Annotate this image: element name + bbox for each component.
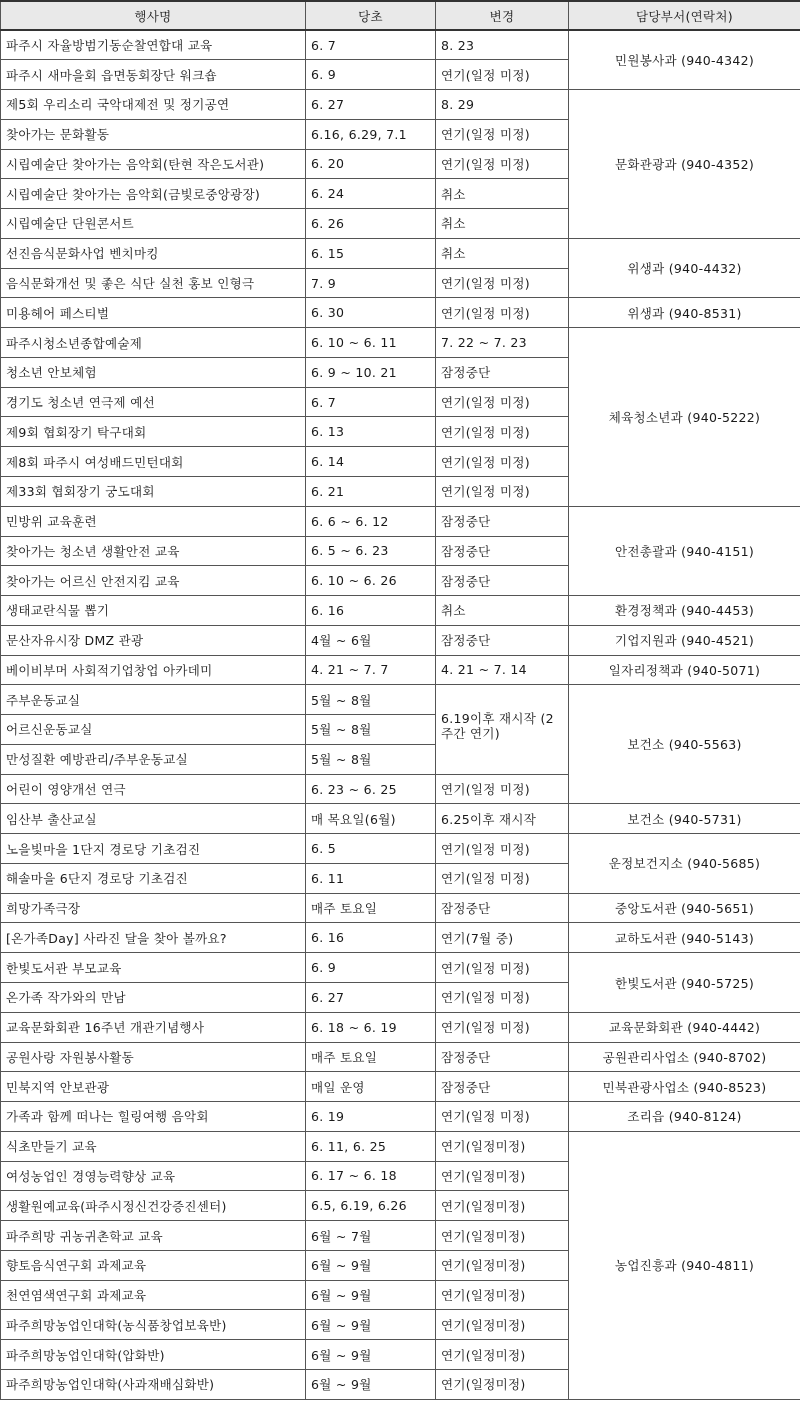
event-name-cell: 찾아가는 문화활동 <box>1 119 306 149</box>
changed-date-cell: 연기(일정 미정) <box>436 119 569 149</box>
original-date-cell: 6. 21 <box>306 476 436 506</box>
department-contact-cell: 한빛도서관 (940-5725) <box>569 953 800 1013</box>
event-name-cell: [온가족Day] 사라진 달을 찾아 볼까요? <box>1 923 306 953</box>
changed-date-cell: 연기(일정 미정) <box>436 149 569 179</box>
table-row <box>1 238 800 268</box>
original-date-cell: 6. 27 <box>306 983 436 1013</box>
changed-date-cell: 취소 <box>436 209 569 239</box>
event-name-cell: 파주희망농업인대학(압화반) <box>1 1340 306 1370</box>
event-name-cell: 공원사랑 자원봉사활동 <box>1 1042 306 1072</box>
event-name-cell: 시립예술단 단원콘서트 <box>1 209 306 239</box>
changed-date-cell: 연기(일정 미정) <box>436 834 569 864</box>
department-contact-cell: 공원관리사업소 (940-8702) <box>569 1042 800 1072</box>
original-date-cell: 6. 20 <box>306 149 436 179</box>
original-date-cell: 6. 17 ~ 6. 18 <box>306 1161 436 1191</box>
event-name-cell: 제9회 협회장기 탁구대회 <box>1 417 306 447</box>
original-date-cell: 6. 5 ~ 6. 23 <box>306 536 436 566</box>
changed-date-cell: 연기(일정미정) <box>436 1191 569 1221</box>
table-row <box>1 298 800 328</box>
event-name-cell: 해솔마을 6단지 경로당 기초검진 <box>1 863 306 893</box>
changed-date-cell: 연기(일정 미정) <box>436 863 569 893</box>
event-name-cell: 민방위 교육훈련 <box>1 506 306 536</box>
event-name-cell: 찾아가는 어르신 안전지킴 교육 <box>1 566 306 596</box>
event-name-cell: 파주시 자율방범기동순찰연합대 교육 <box>1 30 306 60</box>
event-name-cell: 선진음식문화사업 벤치마킹 <box>1 238 306 268</box>
original-date-cell: 6월 ~ 9월 <box>306 1250 436 1280</box>
event-name-cell: 생태교란식물 뽑기 <box>1 596 306 626</box>
department-contact-cell: 문화관광과 (940-4352) <box>569 90 800 239</box>
original-date-cell: 6. 26 <box>306 209 436 239</box>
header-row <box>1 1 800 30</box>
table-row <box>1 1012 800 1042</box>
changed-date-cell: 연기(일정 미정) <box>436 1102 569 1132</box>
department-contact-cell: 환경정책과 (940-4453) <box>569 596 800 626</box>
original-date-cell: 6월 ~ 9월 <box>306 1280 436 1310</box>
event-name-cell: 임산부 출산교실 <box>1 804 306 834</box>
original-date-cell: 6. 14 <box>306 447 436 477</box>
original-date-cell: 6. 10 ~ 6. 11 <box>306 328 436 358</box>
original-date-cell: 5월 ~ 8월 <box>306 685 436 715</box>
changed-date-cell: 연기(일정 미정) <box>436 60 569 90</box>
original-date-cell: 6월 ~ 9월 <box>306 1369 436 1399</box>
event-name-cell: 시립예술단 찾아가는 음악회(금빛로중앙광장) <box>1 179 306 209</box>
original-date-cell: 매주 토요일 <box>306 1042 436 1072</box>
changed-date-cell: 연기(일정미정) <box>436 1131 569 1161</box>
changed-date-cell: 잠정중단 <box>436 506 569 536</box>
original-date-cell: 6. 23 ~ 6. 25 <box>306 774 436 804</box>
department-contact-cell: 민북관광사업소 (940-8523) <box>569 1072 800 1102</box>
event-name-cell: 어르신운동교실 <box>1 715 306 745</box>
original-date-cell: 6. 18 ~ 6. 19 <box>306 1012 436 1042</box>
event-name-cell: 찾아가는 청소년 생활안전 교육 <box>1 536 306 566</box>
original-date-cell: 6. 13 <box>306 417 436 447</box>
event-name-cell: 노을빛마을 1단지 경로당 기초검진 <box>1 834 306 864</box>
table-row <box>1 893 800 923</box>
department-contact-cell: 조리읍 (940-8124) <box>569 1102 800 1132</box>
header-original-date: 당초 <box>306 1 436 30</box>
event-name-cell: 어린이 영양개선 연극 <box>1 774 306 804</box>
event-name-cell: 청소년 안보체험 <box>1 357 306 387</box>
table-row <box>1 923 800 953</box>
department-contact-cell: 중앙도서관 (940-5651) <box>569 893 800 923</box>
changed-date-cell: 취소 <box>436 179 569 209</box>
event-name-cell: 만성질환 예방관리/주부운동교실 <box>1 744 306 774</box>
changed-date-cell: 연기(일정 미정) <box>436 953 569 983</box>
event-name-cell: 민북지역 안보관광 <box>1 1072 306 1102</box>
event-name-cell: 향토음식연구회 과제교육 <box>1 1250 306 1280</box>
original-date-cell: 매 목요일(6월) <box>306 804 436 834</box>
changed-date-cell: 연기(일정 미정) <box>436 476 569 506</box>
event-name-cell: 경기도 청소년 연극제 예선 <box>1 387 306 417</box>
event-name-cell: 교육문화회관 16주년 개관기념행사 <box>1 1012 306 1042</box>
table-row <box>1 30 800 60</box>
department-contact-cell: 민원봉사과 (940-4342) <box>569 30 800 90</box>
department-contact-cell: 위생과 (940-8531) <box>569 298 800 328</box>
original-date-cell: 6. 11 <box>306 863 436 893</box>
original-date-cell: 6. 7 <box>306 387 436 417</box>
event-name-cell: 희망가족극장 <box>1 893 306 923</box>
changed-date-cell: 잠정중단 <box>436 1042 569 1072</box>
changed-date-cell: 연기(일정 미정) <box>436 1012 569 1042</box>
event-name-cell: 파주희망 귀농귀촌학교 교육 <box>1 1221 306 1251</box>
original-date-cell: 4. 21 ~ 7. 7 <box>306 655 436 685</box>
event-name-cell: 파주희망농업인대학(농식품창업보육반) <box>1 1310 306 1340</box>
changed-date-cell: 잠정중단 <box>436 893 569 923</box>
event-name-cell: 생활원예교육(파주시정신건강증진센터) <box>1 1191 306 1221</box>
changed-date-cell: 연기(일정 미정) <box>436 983 569 1013</box>
event-name-cell: 가족과 함께 떠나는 힐링여행 음악회 <box>1 1102 306 1132</box>
event-name-cell: 파주시 새마을회 읍면동회장단 워크숍 <box>1 60 306 90</box>
changed-date-cell: 7. 22 ~ 7. 23 <box>436 328 569 358</box>
original-date-cell: 6. 11, 6. 25 <box>306 1131 436 1161</box>
original-date-cell: 6월 ~ 9월 <box>306 1310 436 1340</box>
event-name-cell: 천연염색연구회 과제교육 <box>1 1280 306 1310</box>
changed-date-cell: 잠정중단 <box>436 1072 569 1102</box>
event-name-cell: 시립예술단 찾아가는 음악회(탄현 작은도서관) <box>1 149 306 179</box>
department-contact-cell: 농업진흥과 (940-4811) <box>569 1131 800 1399</box>
original-date-cell: 6.16, 6.29, 7.1 <box>306 119 436 149</box>
changed-date-cell: 연기(일정미정) <box>436 1280 569 1310</box>
department-contact-cell: 일자리정책과 (940-5071) <box>569 655 800 685</box>
original-date-cell: 6. 7 <box>306 30 436 60</box>
changed-date-cell: 6.25이후 재시작 <box>436 804 569 834</box>
table-row <box>1 596 800 626</box>
changed-date-cell: 6.19이후 재시작 (2주간 연기) <box>436 685 569 774</box>
header-event-name: 행사명 <box>1 1 306 30</box>
changed-date-cell: 8. 23 <box>436 30 569 60</box>
table-header <box>1 1 800 30</box>
changed-date-cell: 잠정중단 <box>436 566 569 596</box>
changed-date-cell: 연기(일정미정) <box>436 1340 569 1370</box>
department-contact-cell: 운정보건지소 (940-5685) <box>569 834 800 894</box>
event-name-cell: 음식문화개선 및 좋은 식단 실천 홍보 인형극 <box>1 268 306 298</box>
original-date-cell: 6. 6 ~ 6. 12 <box>306 506 436 536</box>
original-date-cell: 6. 5 <box>306 834 436 864</box>
original-date-cell: 5월 ~ 8월 <box>306 744 436 774</box>
event-name-cell: 식초만들기 교육 <box>1 1131 306 1161</box>
changed-date-cell: 8. 29 <box>436 90 569 120</box>
header-department: 담당부서(연락처) <box>569 1 800 30</box>
event-name-cell: 미용헤어 페스티벌 <box>1 298 306 328</box>
department-contact-cell: 교육문화회관 (940-4442) <box>569 1012 800 1042</box>
original-date-cell: 6. 30 <box>306 298 436 328</box>
changed-date-cell: 연기(일정미정) <box>436 1250 569 1280</box>
department-contact-cell: 안전총괄과 (940-4151) <box>569 506 800 595</box>
original-date-cell: 4월 ~ 6월 <box>306 625 436 655</box>
changed-date-cell: 연기(7월 중) <box>436 923 569 953</box>
event-name-cell: 주부운동교실 <box>1 685 306 715</box>
original-date-cell: 6. 15 <box>306 238 436 268</box>
original-date-cell: 6. 9 <box>306 60 436 90</box>
original-date-cell: 6. 16 <box>306 596 436 626</box>
original-date-cell: 6. 10 ~ 6. 26 <box>306 566 436 596</box>
changed-date-cell: 연기(일정미정) <box>436 1310 569 1340</box>
table-row <box>1 625 800 655</box>
table-row <box>1 1072 800 1102</box>
original-date-cell: 6. 9 ~ 10. 21 <box>306 357 436 387</box>
changed-date-cell: 잠정중단 <box>436 536 569 566</box>
event-name-cell: 베이비부머 사회적기업창업 아카데미 <box>1 655 306 685</box>
table-row <box>1 328 800 358</box>
department-contact-cell: 보건소 (940-5731) <box>569 804 800 834</box>
changed-date-cell: 연기(일정 미정) <box>436 447 569 477</box>
changed-date-cell: 잠정중단 <box>436 357 569 387</box>
original-date-cell: 매일 운영 <box>306 1072 436 1102</box>
changed-date-cell: 연기(일정 미정) <box>436 298 569 328</box>
changed-date-cell: 취소 <box>436 596 569 626</box>
event-name-cell: 제8회 파주시 여성배드민턴대회 <box>1 447 306 477</box>
original-date-cell: 6. 9 <box>306 953 436 983</box>
changed-date-cell: 연기(일정 미정) <box>436 268 569 298</box>
event-name-cell: 제5회 우리소리 국악대제전 및 정기공연 <box>1 90 306 120</box>
event-name-cell: 파주시청소년종합예술제 <box>1 328 306 358</box>
changed-date-cell: 연기(일정미정) <box>436 1221 569 1251</box>
changed-date-cell: 잠정중단 <box>436 625 569 655</box>
header-changed-date: 변경 <box>436 1 569 30</box>
event-name-cell: 온가족 작가와의 만남 <box>1 983 306 1013</box>
event-name-cell: 제33회 협회장기 궁도대회 <box>1 476 306 506</box>
table-row <box>1 834 800 864</box>
changed-date-cell: 취소 <box>436 238 569 268</box>
table-row <box>1 506 800 536</box>
department-contact-cell: 위생과 (940-4432) <box>569 238 800 298</box>
original-date-cell: 7. 9 <box>306 268 436 298</box>
original-date-cell: 6월 ~ 9월 <box>306 1340 436 1370</box>
event-name-cell: 문산자유시장 DMZ 관광 <box>1 625 306 655</box>
original-date-cell: 6월 ~ 7월 <box>306 1221 436 1251</box>
original-date-cell: 6. 24 <box>306 179 436 209</box>
department-contact-cell: 체육청소년과 (940-5222) <box>569 328 800 507</box>
table-row <box>1 804 800 834</box>
event-name-cell: 파주희망농업인대학(사과재배심화반) <box>1 1369 306 1399</box>
department-contact-cell: 기업지원과 (940-4521) <box>569 625 800 655</box>
original-date-cell: 5월 ~ 8월 <box>306 715 436 745</box>
table-row <box>1 90 800 120</box>
event-name-cell: 한빛도서관 부모교육 <box>1 953 306 983</box>
original-date-cell: 6.5, 6.19, 6.26 <box>306 1191 436 1221</box>
original-date-cell: 6. 19 <box>306 1102 436 1132</box>
changed-date-cell: 연기(일정 미정) <box>436 774 569 804</box>
original-date-cell: 매주 토요일 <box>306 893 436 923</box>
original-date-cell: 6. 16 <box>306 923 436 953</box>
changed-date-cell: 4. 21 ~ 7. 14 <box>436 655 569 685</box>
event-name-cell: 여성농업인 경영능력향상 교육 <box>1 1161 306 1191</box>
changed-date-cell: 연기(일정 미정) <box>436 417 569 447</box>
table-body <box>1 30 800 1399</box>
table-row <box>1 655 800 685</box>
department-contact-cell: 보건소 (940-5563) <box>569 685 800 804</box>
table-row <box>1 1042 800 1072</box>
changed-date-cell: 연기(일정미정) <box>436 1161 569 1191</box>
original-date-cell: 6. 27 <box>306 90 436 120</box>
table-row <box>1 685 800 715</box>
department-contact-cell: 교하도서관 (940-5143) <box>569 923 800 953</box>
changed-date-cell: 연기(일정 미정) <box>436 387 569 417</box>
table-row <box>1 1102 800 1132</box>
changed-date-cell: 연기(일정미정) <box>436 1369 569 1399</box>
table-row <box>1 1131 800 1161</box>
table-row <box>1 953 800 983</box>
